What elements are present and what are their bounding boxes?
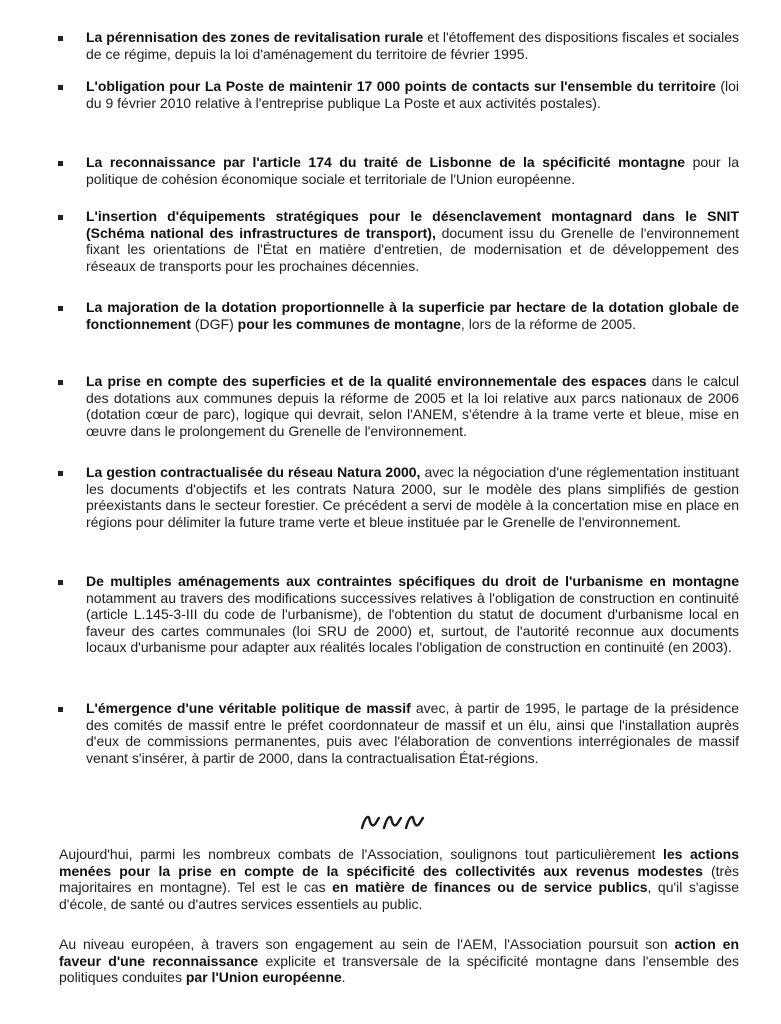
list-item bbox=[86, 154, 739, 187]
list-item bbox=[86, 78, 739, 111]
item-text: L'émergence d'une véritable politique de massif avec, à partir de 1995, le partage de la présidence des comités de massif entre le préfet coordonnateur de massif et un élu, ainsi que l'installation auprès d'eux de commissions permanentes, puis avec l'élaboration de conventions interrégionales de massif venant s'insérer, à partir de 2000, dans la contractualisation État-régions. bbox=[86, 700, 740, 766]
item-text: La gestion contractualisée du réseau Natura 2000, avec la négociation d'une réglementation instituant les documents d'objectifs et les contrats Natura 2000, sur le modèle des plans simplifiés de gestion préexistants dans le secteur forestier. Ce précédent a servi de modèle à la concertation mise en place en régions pour délimiter la future trame verte et bleue instituée par le Grenelle de l'environnement. bbox=[86, 464, 739, 530]
bullet-icon bbox=[58, 215, 63, 220]
list-item bbox=[86, 299, 739, 332]
bullet-icon bbox=[58, 707, 63, 712]
item-text: La prise en compte des superficies et de la qualité environnementale des espaces dans le calcul des dotations aux communes depuis la réforme de 2005 et la loi relative aux parcs nationaux de 2006 (dotation cœur de parc), logique qui devrait, selon l'ANEM, s'étendre à la trame verte et bleue, mise en œuvre dans le prolongement du Grenelle de l'environnement. bbox=[86, 373, 740, 439]
list-item bbox=[86, 29, 739, 62]
list-item bbox=[86, 208, 739, 274]
item-text: La pérennisation des zones de revitalisation rurale et l'étoffement des dispositions fiscales et sociales de ce régime, depuis la loi d'aménagement du territoire de février 1995. bbox=[86, 29, 739, 62]
bullet-icon bbox=[58, 36, 63, 41]
item-text: La reconnaissance par l'article 174 du traité de Lisbonne de la spécificité montagne pour la politique de cohésion économique sociale et territoriale de l'Union européenne. bbox=[86, 154, 739, 187]
bullet-icon bbox=[58, 380, 63, 385]
item-text: La majoration de la dotation proportionnelle à la superficie par hectare de la dotation globale de fonctionnement (DGF) pour les communes de montagne, lors de la réforme de 2005. bbox=[86, 299, 739, 332]
section-separator-icon bbox=[358, 810, 428, 834]
item-text: De multiples aménagements aux contraintes spécifiques du droit de l'urbanisme en montagne notamment au travers des modifications successives relatives à l'obligation de construction en continuité (article L.145-3-III du code de l'urbanisme), de l'obtention du statut de document d'urbanisme local en faveur des cartes communales (loi SRU de 2000) et, surtout, de l'autorité reconnue aux documents locaux d'urbanisme pour adapter aux réalités locales l'obligation de construction en continuité (en 2003). bbox=[86, 573, 739, 656]
list-item bbox=[86, 373, 739, 439]
bullet-icon bbox=[58, 580, 63, 585]
bullet-icon bbox=[58, 471, 63, 476]
list-item bbox=[86, 464, 739, 530]
item-text: L'obligation pour La Poste de maintenir 17 000 points de contacts sur l'ensemble du territoire (loi du 9 février 2010 relative à l'entreprise publique La Poste et aux activités postales). bbox=[86, 78, 740, 111]
bullet-icon bbox=[58, 161, 63, 166]
list-item bbox=[86, 700, 739, 766]
closing-paragraph: Au niveau européen, à travers son engagement au sein de l'AEM, l'Association poursuit son action en faveur d'une reconnaissance explicite et transversale de la spécificité montagne dans l'ensemble des politiques conduites par l'Union européenne. bbox=[59, 936, 740, 986]
list-item bbox=[86, 573, 739, 656]
closing-paragraph: Aujourd'hui, parmi les nombreux combats de l'Association, soulignons tout particulièrement les actions menées pour la prise en compte de la spécificité des collectivités aux revenus modestes (très majoritaires en montagne). Tel est le cas en matière de finances ou de service publics, qu'il s'agisse d'école, de santé ou d'autres services essentiels au public. bbox=[59, 846, 740, 912]
bullet-icon bbox=[58, 306, 63, 311]
item-text: L'insertion d'équipements stratégiques pour le désenclavement montagnard dans le SNIT (Schéma national des infrastructures de transport), document issu du Grenelle de l'environnement fixant les orientations de l'État en matière d'entretien, de modernisation et de développement des réseaux de transports pour les prochaines décennies. bbox=[86, 208, 739, 274]
bullet-icon bbox=[58, 85, 63, 90]
